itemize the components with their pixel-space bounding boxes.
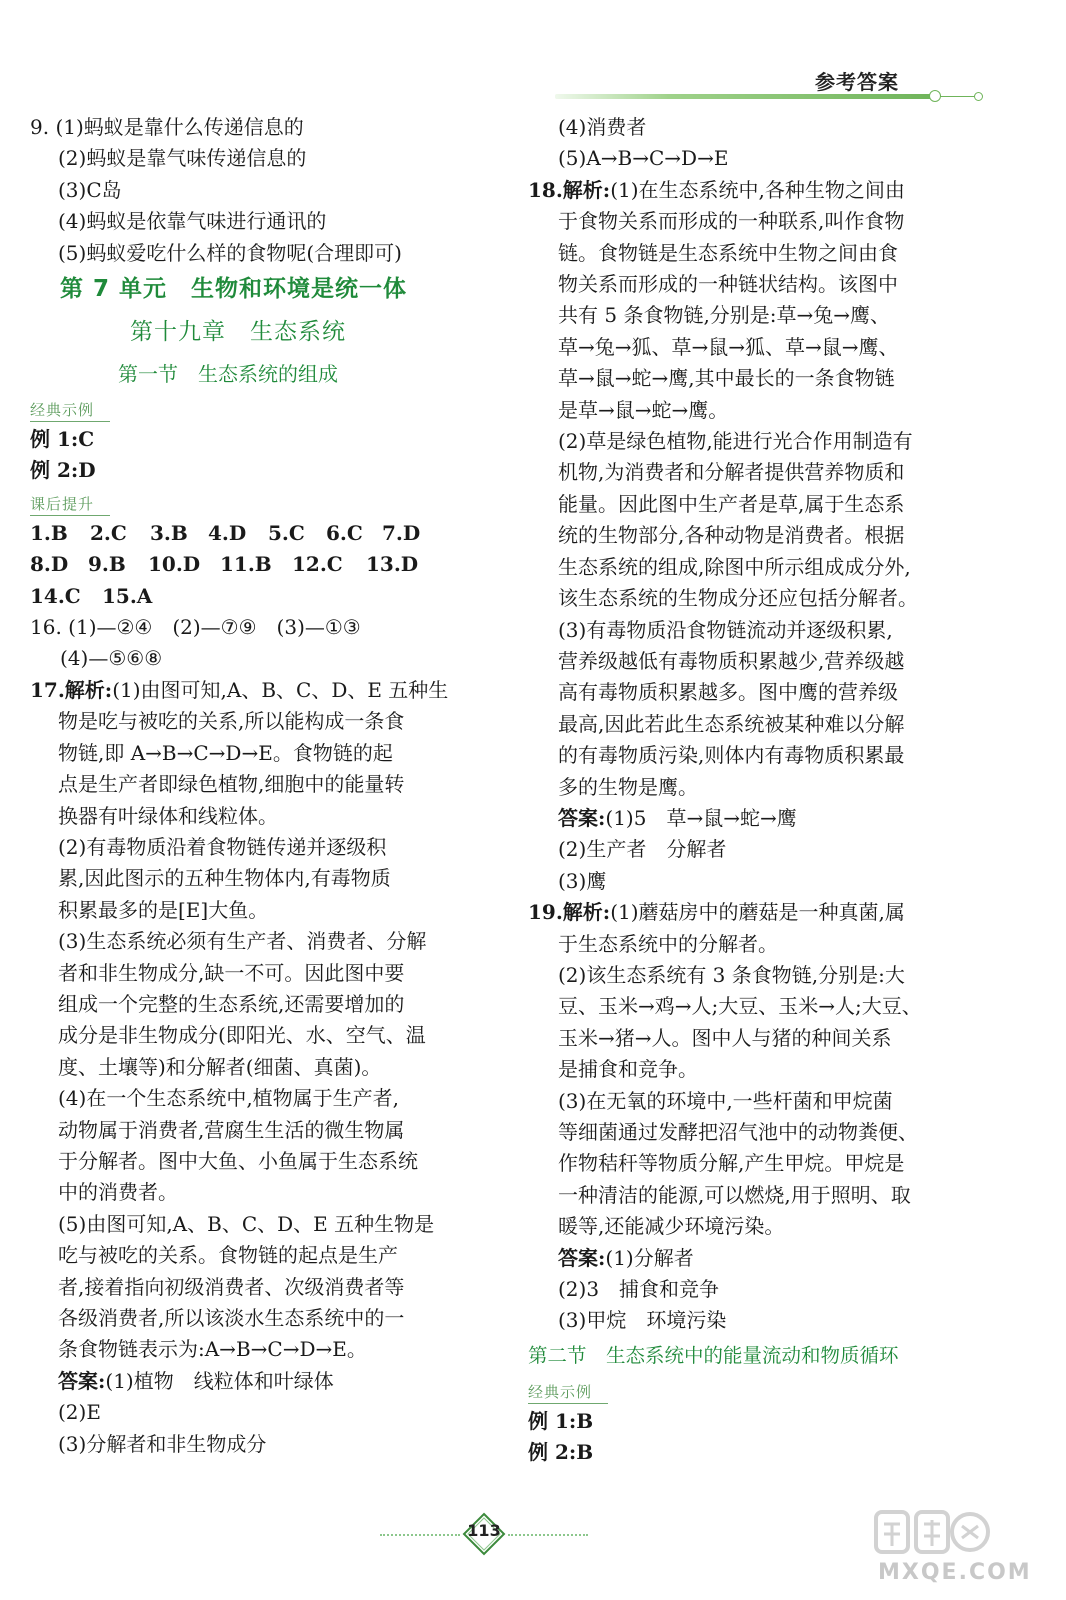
q19-line: 暖等,还能减少环境污染。 [558,1214,785,1239]
analysis-label: 17.解析: [30,677,113,702]
q18-line: 生态系统的组成,除图中所示组成成分外, [558,554,911,579]
example-answer: 例 1:C [30,427,95,452]
mc-answer-row [30,518,500,549]
q17-answer-line: (2)E [58,1400,101,1425]
q19-line: 于生态系统中的分解者。 [558,931,778,956]
mc-answer: 9.B [88,552,126,577]
header-rule-thin [935,96,975,97]
q18-line: 于食物关系而形成的一种联系,叫作食物 [558,209,905,234]
answer-label: 答案: [558,805,606,830]
q9-line: (2)蚂蚁是靠气味传递信息的 [58,146,307,171]
q19-line: 玉米→猪→人。图中人与猪的种间关系 [558,1025,892,1050]
q18-line: (3)有毒物质沿食物链流动并逐级积累, [558,617,893,642]
q17-line: (3)生态系统必须有生产者、消费者、分解 [58,929,427,954]
answer-text: (1)5 草→鼠→蛇→鹰 [605,805,797,830]
q17-line: 物是吃与被吃的关系,所以能构成一条食 [58,709,405,734]
page-number: 113 [467,1521,501,1540]
q17-line: 物链,即 A→B→C→D→E。食物链的起 [58,740,393,765]
answer-text: (1)分解者 [605,1245,694,1270]
q18-line: 能量。因此图中生产者是草,属于生态系 [558,491,905,516]
q17-line: 吃与被吃的关系。食物链的起点是生产 [58,1243,398,1268]
chapter-title: 第十九章 生态系统 [130,319,346,346]
section2-title: 第二节 生态系统中的能量流动和物质循环 [528,1343,899,1367]
q17-line: 积累最多的是[E]大鱼。 [58,897,269,922]
header-title: 参考答案 [815,70,899,94]
q18-line: 最高,因此若此生态系统被某种难以分解 [558,711,905,736]
q17-line: (5)由图可知,A、B、C、D、E 五种生物是 [58,1211,435,1236]
q17-cont-line: (4)消费者 [558,115,647,139]
q18-line: 机物,为消费者和分解者提供营养物质和 [558,460,905,485]
mc-answer: 15.A [102,583,153,608]
right-column [528,112,980,1469]
left-column [30,112,500,1460]
q18-line: 高有毒物质积累越多。图中鹰的营养级 [558,680,898,705]
q18-line: 的有毒物质污染,则体内有毒物质积累最 [558,743,905,768]
q17-cont-line: (5)A→B→C→D→E [558,146,729,171]
q9-line: (4)蚂蚁是依靠气味进行通讯的 [58,209,327,234]
q16-line: (4)—⑤⑥⑧ [60,646,163,671]
mc-answer: 1.B [30,520,68,545]
q18-answer-line: (3)鹰 [558,868,607,893]
mc-answer: 14.C [30,583,81,608]
q17-line: 于分解者。图中大鱼、小鱼属于生态系统 [58,1148,418,1173]
q18-line: 链。食物链是生态系统中生物之间由食 [558,240,898,265]
q17-answer-line: (3)分解者和非生物成分 [58,1431,267,1456]
q17-line: (2)有毒物质沿着食物链传递并逐级积 [58,834,387,859]
q17-line: 组成一个完整的生态系统,还需要增加的 [58,991,405,1016]
q9-line: (3)C岛 [58,177,122,202]
q17-line: 者和非生物成分,缺一不可。因此图中要 [58,960,405,985]
mc-answer-row [30,549,500,580]
mc-answer: 10.D [148,552,201,577]
analysis-text: (1)蘑菇房中的蘑菇是一种真菌,属 [610,900,905,925]
q18-line: 是草→鼠→蛇→鹰。 [558,397,729,422]
mc-answer: 11.B [220,552,272,577]
example-answer: 例 2:D [30,458,96,483]
q17-line: 点是生产者即绿色植物,细胞中的能量转 [58,772,405,797]
q18-line: (2)草是绿色植物,能进行光合作用制造有 [558,429,913,454]
analysis-text: (1)由图可知,A、B、C、D、E 五种生 [112,677,449,702]
analysis-label: 18.解析: [528,177,611,202]
q17-line: 条食物链表示为:A→B→C→D→E。 [58,1337,367,1362]
mc-answer: 3.B [150,520,188,545]
q18-answer-line: (2)生产者 分解者 [558,837,727,862]
q18-line: 多的生物是鹰。 [558,774,698,799]
q17-line: 累,因此图示的五种生物体内,有毒物质 [58,866,391,891]
mc-answer: 2.C [90,520,127,545]
mc-answer-row [30,581,500,612]
q19-line: 豆、玉米→鸡→人;大豆、玉米→人;大豆、 [558,994,922,1019]
q17-line: 度、土壤等)和分解者(细菌、真菌)。 [58,1054,382,1079]
header-dot-icon [974,92,983,101]
q17-line: 者,接着指向初级消费者、次级消费者等 [58,1274,405,1299]
q18-line: 该生态系统的生物成分还应包括分解者。 [558,586,918,611]
tag-classic-example: 经典示例 [528,1381,608,1404]
example-answer: 例 2:B [528,1440,594,1465]
answer-text: (1)植物 线粒体和叶绿体 [105,1368,334,1393]
mc-answer: 13.D [366,552,419,577]
q18-line: 共有 5 条食物链,分别是:草→兔→鹰、 [558,303,891,328]
q17-line: (4)在一个生态系统中,植物属于生产者, [58,1086,400,1111]
q19-line: 等细菌通过发酵把沼气池中的动物粪便、 [558,1120,918,1144]
mc-answer: 8.D [30,552,69,577]
q9-line: (5)蚂蚁爱吃什么样的食物呢(合理即可) [58,240,402,265]
mc-answer: 12.C [292,552,343,577]
section-title: 第一节 生态系统的组成 [118,362,338,387]
header-rule [555,94,935,99]
q16-line: 16. (1)—②④ (2)—⑦⑨ (3)—①③ [30,615,361,640]
q19-line: (3)在无氧的环境中,一些杆菌和甲烷菌 [558,1088,893,1113]
footer-dotted-line [380,1534,460,1536]
analysis-text: (1)在生态系统中,各种生物之间由 [610,177,905,202]
q9-line: 9. (1)蚂蚁是靠什么传递信息的 [30,115,304,139]
mc-answer: 5.C [268,520,305,545]
q18-line: 营养级越低有毒物质积累越少,营养级越 [558,648,905,673]
q17-line: 成分是非生物成分(即阳光、水、空气、温 [58,1023,426,1048]
header-dot-icon [929,90,941,102]
example-answer: 例 1:B [528,1408,594,1433]
q18-line: 统的生物部分,各种动物是消费者。根据 [558,523,905,548]
q17-line: 各级消费者,所以该淡水生态系统中的一 [58,1306,405,1330]
q18-line: 物关系而形成的一种链状结构。该图中 [558,272,898,297]
tag-after-class: 课后提升 [30,493,110,516]
q17-line: 换器有叶绿体和线粒体。 [58,803,278,828]
watermark-logo-icon [872,1506,992,1558]
q17-line: 中的消费者。 [58,1180,178,1205]
watermark-url: MXQE.COM [878,1560,1032,1585]
q19-line: 一种清洁的能源,可以燃烧,用于照明、取 [558,1182,911,1207]
q19-answer-line: (3)甲烷 环境污染 [558,1308,727,1333]
mc-answer: 4.D [208,520,247,545]
q19-line: 作物秸秆等物质分解,产生甲烷。甲烷是 [558,1151,905,1176]
q17-line: 动物属于消费者,营腐生生活的微生物属 [58,1117,405,1142]
q19-answer-line: (2)3 捕食和竞争 [558,1277,720,1302]
answer-label: 答案: [58,1368,106,1393]
mc-answer: 7.D [382,520,421,545]
footer-dotted-line [508,1534,588,1536]
q18-line: 草→鼠→蛇→鹰,其中最长的一条食物链 [558,366,895,391]
mc-answer: 6.C [326,520,363,545]
answer-label: 答案: [558,1245,606,1270]
q18-line: 草→兔→狐、草→鼠→狐、草→鼠→鹰、 [558,334,899,359]
q19-line: 是捕食和竞争。 [558,1057,698,1082]
unit-title: 第 7 单元 生物和环境是统一体 [60,276,408,303]
analysis-label: 19.解析: [528,900,611,925]
tag-classic-example: 经典示例 [30,399,110,422]
q19-line: (2)该生态系统有 3 条食物链,分别是:大 [558,962,905,987]
